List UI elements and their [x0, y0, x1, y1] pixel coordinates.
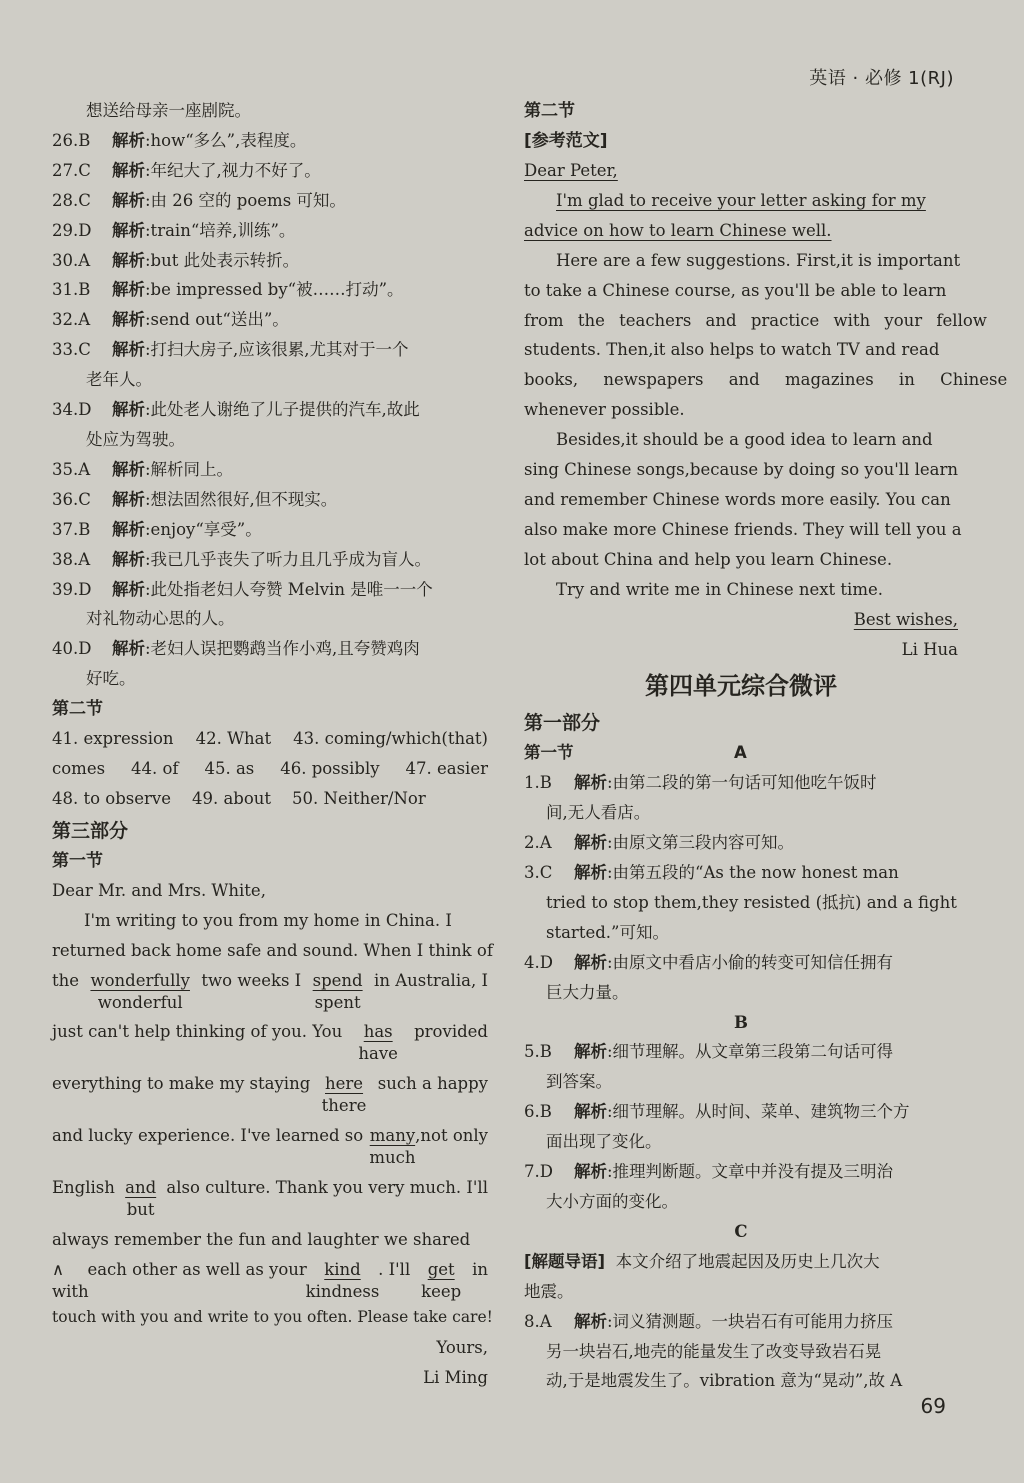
continued-line: 想送给母亲一座剧院。	[86, 101, 251, 120]
passage-letter: A	[734, 743, 747, 763]
letter-line: from the teachers and practice with your fellow	[524, 310, 987, 330]
correction-word: much	[369, 1148, 416, 1168]
letter-line	[52, 1173, 488, 1220]
corrected-letter	[52, 876, 493, 1393]
passage-letter: C	[734, 1221, 748, 1241]
letter-line: Besides,it should be a good idea to learn and	[556, 430, 933, 450]
error-word	[90, 966, 190, 1012]
answer-text-cont: 处应为驾驶。	[86, 429, 185, 449]
sample-heading: [参考范文]	[524, 131, 608, 151]
answer-text-cont: 动,于是地震发生了。vibration 意为“晃动”,故 A	[546, 1371, 903, 1391]
answer-number: 28.C	[52, 190, 91, 210]
answer-text-cont: 对礼物动心思的人。	[86, 609, 235, 629]
answer-text: :how“多么”,表程度。	[145, 130, 307, 150]
wrong-word: has	[363, 1022, 393, 1042]
letter-text: everything to make my staying	[52, 1074, 311, 1094]
analysis-label: 解析	[112, 310, 145, 330]
letter-line: I'm glad to receive your letter asking for my	[556, 190, 926, 210]
page-number: 69	[920, 1394, 946, 1418]
error-word	[421, 1255, 462, 1301]
answer-text: :我已几乎丧失了听力且几乎成为盲人。	[145, 549, 432, 569]
analysis-label: 解析	[112, 459, 145, 479]
answer-text: :由第二段的第一句话可知他吃午饭时	[607, 773, 877, 793]
letter-line: whenever possible.	[524, 400, 685, 420]
answer-number: 40.D	[52, 639, 92, 659]
answer-text: :推理判断题。文章中并没有提及三明治	[607, 1162, 894, 1182]
answer-item	[52, 395, 488, 455]
letter-line: Here are a few suggestions. First,it is important	[556, 250, 961, 270]
answer-text-cont: 巨大力量。	[546, 982, 629, 1002]
analysis-label: 解析	[574, 1042, 607, 1062]
letter-text: also culture. Thank you very much. I'll	[166, 1178, 488, 1198]
letter-line: also make more Chinese friends. They will tell you a	[524, 519, 962, 539]
letter-closing: Best wishes,	[853, 609, 958, 629]
answer-item	[524, 1307, 958, 1397]
answer-text-cont: started.”可知。	[546, 922, 669, 942]
analysis-label: 解析	[574, 1311, 607, 1331]
answer-number: 34.D	[52, 400, 92, 420]
letter-signature: Li Ming	[423, 1367, 488, 1387]
letter-line: to take a Chinese course, as you'll be able to learn	[524, 280, 947, 300]
letter-text: such a happy	[377, 1074, 488, 1094]
answer-number: 39.D	[52, 579, 92, 599]
answer-item	[52, 335, 488, 395]
guide-text-cont: 地震。	[524, 1281, 574, 1301]
answer-item	[52, 246, 488, 276]
answer-text: :细节理解。从时间、菜单、建筑物三个方	[607, 1102, 910, 1122]
wrong-word: get	[427, 1260, 455, 1279]
correction-word: kindness	[305, 1282, 380, 1301]
letter-text: two weeks I	[201, 970, 302, 990]
letter-line: lot about China and help you learn Chinese.	[524, 549, 893, 569]
letter-line	[52, 1017, 488, 1064]
answer-item	[524, 1157, 958, 1217]
part-heading: 第三部分	[52, 819, 129, 842]
book-header: 英语 · 必修 1(RJ)	[809, 68, 954, 89]
letter-line: and remember Chinese words more easily. You can	[524, 489, 951, 509]
fill-answer: 48. to observe	[52, 788, 171, 808]
letter-text: and lucky experience. I've learned so	[52, 1126, 364, 1146]
fill-answer: 45. as	[204, 759, 255, 779]
answer-text: :train“培养,训练”。	[145, 220, 296, 240]
answer-number: 6.B	[524, 1102, 552, 1122]
fill-answer: 41. expression	[52, 729, 174, 749]
correction-word: there	[321, 1096, 367, 1116]
letter-signature: Li Hua	[901, 639, 958, 659]
letter-greeting: Dear Mr. and Mrs. White,	[52, 880, 266, 900]
answer-item	[52, 455, 488, 485]
analysis-label: 解析	[112, 519, 145, 539]
correction-word: have	[358, 1044, 398, 1064]
right-column	[524, 96, 1008, 1396]
answer-number: 36.C	[52, 489, 91, 509]
answer-text: :想法固然很好,但不现实。	[145, 489, 338, 509]
answer-number: 2.A	[524, 833, 552, 853]
letter-greeting: Dear Peter,	[524, 161, 618, 180]
analysis-label: 解析	[112, 549, 145, 569]
answer-number: 37.B	[52, 519, 91, 539]
letter-text: each other as well as your	[87, 1260, 307, 1279]
error-word	[358, 1017, 398, 1064]
error-word	[369, 1121, 416, 1168]
fill-answer: 49. about	[191, 788, 272, 808]
fill-answer: 42. What	[195, 729, 272, 749]
error-word	[321, 1069, 367, 1116]
wrong-word: here	[325, 1074, 364, 1094]
answer-text: :细节理解。从文章第三段第二句话可得	[607, 1042, 894, 1062]
letter-text: ,not only	[415, 1126, 488, 1146]
analysis-label: 解析	[112, 220, 145, 240]
section-heading: 第一节	[52, 850, 103, 871]
answer-item	[524, 1097, 958, 1157]
analysis-label: 解析	[112, 130, 145, 150]
wrong-word: and	[125, 1178, 157, 1198]
analysis-label: 解析	[112, 280, 145, 300]
letter-line: Try and write me in Chinese next time.	[556, 579, 883, 599]
answer-text-cont: 面出现了变化。	[546, 1132, 662, 1152]
answer-item	[524, 858, 958, 948]
letter-line: I'm writing to you from my home in China. I	[84, 910, 452, 930]
answer-text: :老妇人误把鹦鹉当作小鸡,且夸赞鸡肉	[145, 639, 420, 659]
letter-line: sing Chinese songs,because by doing so you'll learn	[524, 460, 958, 480]
analysis-label: 解析	[574, 833, 607, 853]
answer-number: 27.C	[52, 160, 91, 180]
answer-number: 1.B	[524, 773, 552, 793]
answer-item	[52, 156, 488, 186]
fill-answer: 46. possibly	[280, 759, 380, 779]
answer-text: :send out“送出”。	[145, 310, 289, 330]
answer-text: :由 26 空的 poems 可知。	[145, 190, 346, 210]
analysis-label: 解析	[112, 340, 145, 360]
letter-text: the	[52, 970, 80, 990]
analysis-label: 解析	[112, 579, 145, 599]
answer-item	[52, 186, 488, 216]
correction-word: with	[52, 1282, 89, 1301]
letter-line: touch with you and write to you often. Please take care!	[52, 1307, 493, 1326]
letter-line: always remember the fun and laughter we shared	[52, 1230, 471, 1250]
fill-answer: 50. Neither/Nor	[292, 788, 426, 808]
answer-text: :此处老人谢绝了儿子提供的汽车,故此	[145, 400, 420, 420]
answer-text-cont: 间,无人看店。	[546, 803, 651, 823]
correction-word: wonderful	[97, 992, 183, 1012]
answer-number: 38.A	[52, 549, 91, 569]
analysis-label: 解析	[574, 863, 607, 883]
wrong-word: spend	[312, 970, 363, 990]
letter-text: in	[472, 1260, 488, 1279]
analysis-label: 解析	[112, 250, 145, 270]
answer-text-cont: 到答案。	[546, 1072, 612, 1092]
answer-list	[52, 126, 488, 694]
answer-number: 31.B	[52, 280, 91, 300]
answer-item	[52, 126, 488, 156]
answer-number: 3.C	[524, 863, 553, 883]
letter-text: just can't help thinking of you. You	[52, 1022, 343, 1042]
letter-line	[52, 1255, 488, 1301]
answer-text: :打扫大房子,应该很累,尤其对于一个	[145, 340, 409, 360]
letter-text: provided	[414, 1022, 488, 1042]
letter-text: . I'll	[378, 1260, 411, 1279]
answer-number: 32.A	[52, 310, 91, 330]
fill-answers-line	[52, 784, 488, 814]
correction-word: keep	[421, 1282, 462, 1301]
correction-word: spent	[314, 992, 361, 1012]
fill-answer: 47. easier	[405, 759, 488, 779]
error-word	[305, 1255, 380, 1301]
answer-text: :but 此处表示转折。	[145, 250, 300, 270]
analysis-label: 解析	[574, 773, 607, 793]
unit-title: 第四单元综合微评	[645, 672, 837, 701]
answer-text: :由第五段的“As the now honest man	[607, 863, 899, 883]
answer-item	[52, 305, 488, 335]
answer-text: :由原文第三段内容可知。	[607, 833, 795, 853]
error-word	[125, 1173, 157, 1220]
answer-number: 5.B	[524, 1042, 552, 1062]
answer-text-cont: 另一块岩石,地壳的能量发生了改变导致岩石晃	[546, 1341, 882, 1361]
answer-text: :此处指老妇人夸赞 Melvin 是唯一一个	[145, 579, 433, 599]
answer-text-cont: 大小方面的变化。	[546, 1192, 678, 1211]
letter-line	[52, 1069, 488, 1116]
answer-number: 29.D	[52, 220, 92, 240]
answer-item	[52, 485, 488, 515]
answer-text: :be impressed by“被……打动”。	[145, 280, 404, 300]
answer-number: 33.C	[52, 340, 91, 360]
answer-text: :由原文中看店小偷的转变可知信任拥有	[607, 952, 894, 972]
answer-item	[524, 1037, 958, 1097]
analysis-label: 解析	[112, 190, 145, 210]
wrong-word: many	[369, 1126, 416, 1146]
answer-text: :enjoy“享受”。	[145, 519, 262, 539]
left-column	[52, 96, 493, 1393]
fill-answer: 43. coming/which(that)	[293, 729, 488, 749]
analysis-label: 解析	[112, 489, 145, 509]
answer-item	[52, 634, 488, 694]
analysis-label: 解析	[574, 1102, 607, 1122]
answer-item	[52, 575, 488, 635]
part-heading: 第一部分	[524, 712, 601, 735]
section-row	[524, 738, 958, 768]
letter-line: books, newspapers and magazines in Chinese	[524, 370, 1008, 390]
answer-item	[52, 515, 488, 545]
analysis-label: 解析	[574, 952, 607, 972]
fill-answer: 44. of	[131, 759, 179, 779]
error-word	[312, 966, 363, 1012]
answer-text: :年纪大了,视力不好了。	[145, 160, 321, 180]
answer-text-cont: 好吃。	[86, 669, 136, 689]
wrong-word: wonderfully	[90, 970, 190, 990]
fill-answers-line	[52, 754, 488, 784]
letter-line	[52, 1121, 488, 1168]
letter-line: returned back home safe and sound. When I think of	[52, 940, 493, 960]
guide-text: 本文介绍了地震起因及历史上几次大	[615, 1251, 880, 1271]
letter-line: advice on how to learn Chinese well.	[524, 220, 832, 240]
section-heading: 第一节	[524, 743, 574, 763]
answer-number: 4.D	[524, 952, 553, 972]
guide-label: [解题导语]	[524, 1251, 606, 1271]
fill-answers-line	[52, 724, 488, 754]
answer-number: 30.A	[52, 250, 91, 270]
answer-number: 8.A	[524, 1311, 552, 1331]
answer-text: :解析同上。	[145, 459, 234, 479]
answer-item	[52, 545, 488, 575]
answer-number: 26.B	[52, 130, 91, 150]
wrong-word: kind	[324, 1260, 361, 1279]
answer-number: 35.A	[52, 459, 91, 479]
analysis-label: 解析	[112, 639, 145, 659]
section-heading: 第二节	[52, 699, 103, 720]
letter-text: English	[52, 1178, 115, 1198]
answer-number: 7.D	[524, 1162, 553, 1182]
correction-word: but	[126, 1200, 155, 1220]
answer-item	[524, 768, 958, 828]
passage-letter: B	[734, 1012, 748, 1032]
caret-symbol: ∧	[52, 1260, 65, 1279]
insert-mark	[52, 1255, 89, 1301]
fill-answer: comes	[52, 759, 106, 779]
answer-text-cont: 老年人。	[86, 370, 152, 390]
letter-line	[52, 966, 488, 1012]
analysis-label: 解析	[574, 1162, 607, 1182]
answer-text-cont: tried to stop them,they resisted (抵抗) and a fight	[546, 892, 957, 912]
section-heading: 第二节	[524, 101, 575, 121]
analysis-label: 解析	[112, 400, 145, 420]
answer-item	[52, 275, 488, 305]
letter-text: in Australia, I	[374, 970, 488, 990]
analysis-label: 解析	[112, 160, 145, 180]
answer-item	[524, 948, 958, 1008]
letter-closing: Yours,	[436, 1337, 488, 1357]
answer-text: :词义猜测题。一块岩石有可能用力挤压	[607, 1311, 894, 1331]
answer-item	[52, 216, 488, 246]
answer-item	[524, 828, 958, 858]
letter-line: students. Then,it also helps to watch TV and read	[524, 340, 940, 360]
